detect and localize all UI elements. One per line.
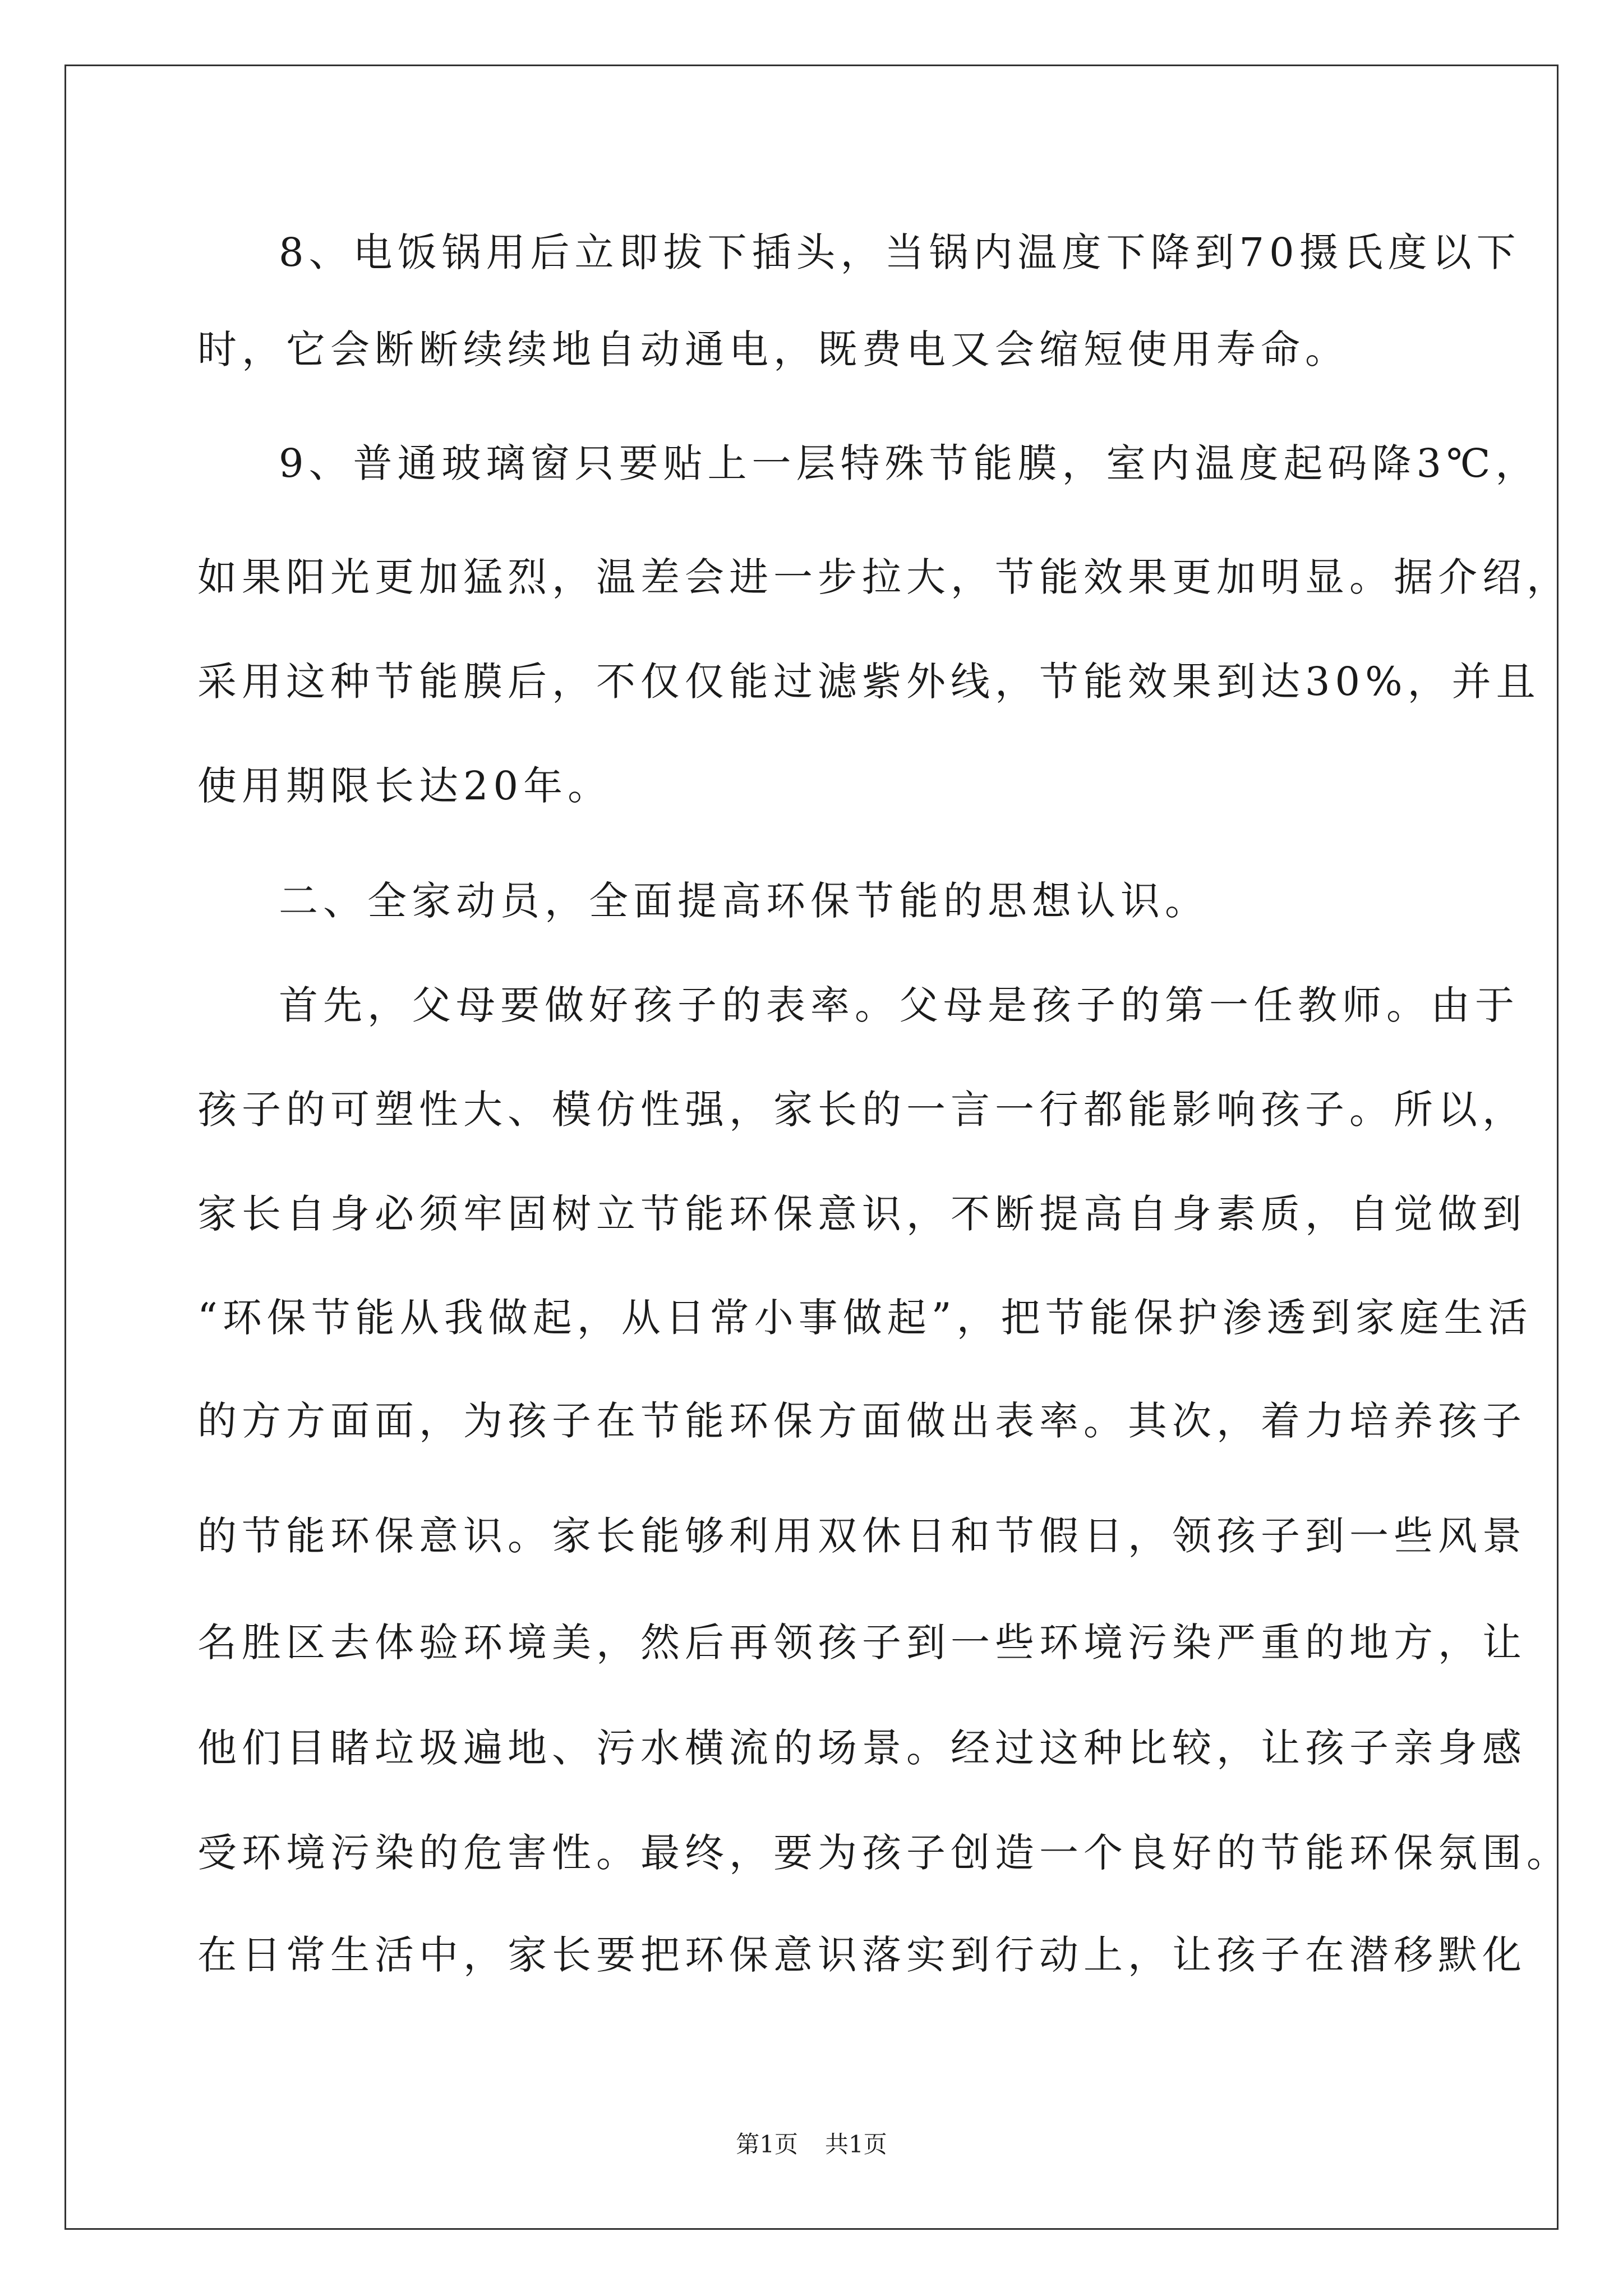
paragraph-line: 使用期限长达20年。 — [197, 763, 612, 809]
page-border — [64, 65, 1559, 2230]
paragraph-line: 名胜区去体验环境美，然后再领孩子到一些环境污染严重的地方，让 — [197, 1619, 1527, 1665]
page-total: 共1页 — [825, 2131, 887, 2158]
paragraph-line: 在日常生活中，家长要把环保意识落实到行动上，让孩子在潜移默化 — [197, 1932, 1527, 1978]
paragraph-line: “环保节能从我做起，从日常小事做起”，把节能保护渗透到家庭生活 — [197, 1295, 1533, 1341]
paragraph-line: 8、电饭锅用后立即拔下插头，当锅内温度下降到70摄氏度以下 — [279, 229, 1521, 275]
section-heading: 二、全家动员，全面提高环保节能的思想认识。 — [279, 878, 1209, 924]
paragraph-line: 9、普通玻璃窗只要贴上一层特殊节能膜，室内温度起码降3℃， — [279, 440, 1540, 486]
paragraph-line: 他们目睹垃圾遍地、污水横流的场景。经过这种比较，让孩子亲身感 — [197, 1725, 1527, 1771]
paragraph-line: 的节能环保意识。家长能够利用双休日和节假日，领孩子到一些风景 — [197, 1513, 1527, 1559]
page-footer — [0, 2128, 1623, 2161]
paragraph-line: 首先，父母要做好孩子的表率。父母是孩子的第一任教师。由于 — [279, 982, 1519, 1028]
paragraph-line: 采用这种节能膜后，不仅仅能过滤紫外线，节能效果到达30%，并且 — [197, 659, 1541, 705]
paragraph-line: 的方方面面，为孩子在节能环保方面做出表率。其次，着力培养孩子 — [197, 1398, 1527, 1444]
paragraph-line: 孩子的可塑性大、模仿性强，家长的一言一行都能影响孩子。所以， — [197, 1087, 1527, 1133]
paragraph-line: 时，它会断断续续地自动通电，既费电又会缩短使用寿命。 — [197, 326, 1349, 372]
page-number: 第1页 — [736, 2131, 798, 2158]
paragraph-line: 受环境污染的危害性。最终，要为孩子创造一个良好的节能环保氛围。 — [197, 1830, 1571, 1876]
paragraph-line: 如果阳光更加猛烈，温差会进一步拉大，节能效果更加明显。据介绍， — [197, 554, 1571, 600]
paragraph-line: 家长自身必须牢固树立节能环保意识，不断提高自身素质，自觉做到 — [197, 1191, 1527, 1237]
